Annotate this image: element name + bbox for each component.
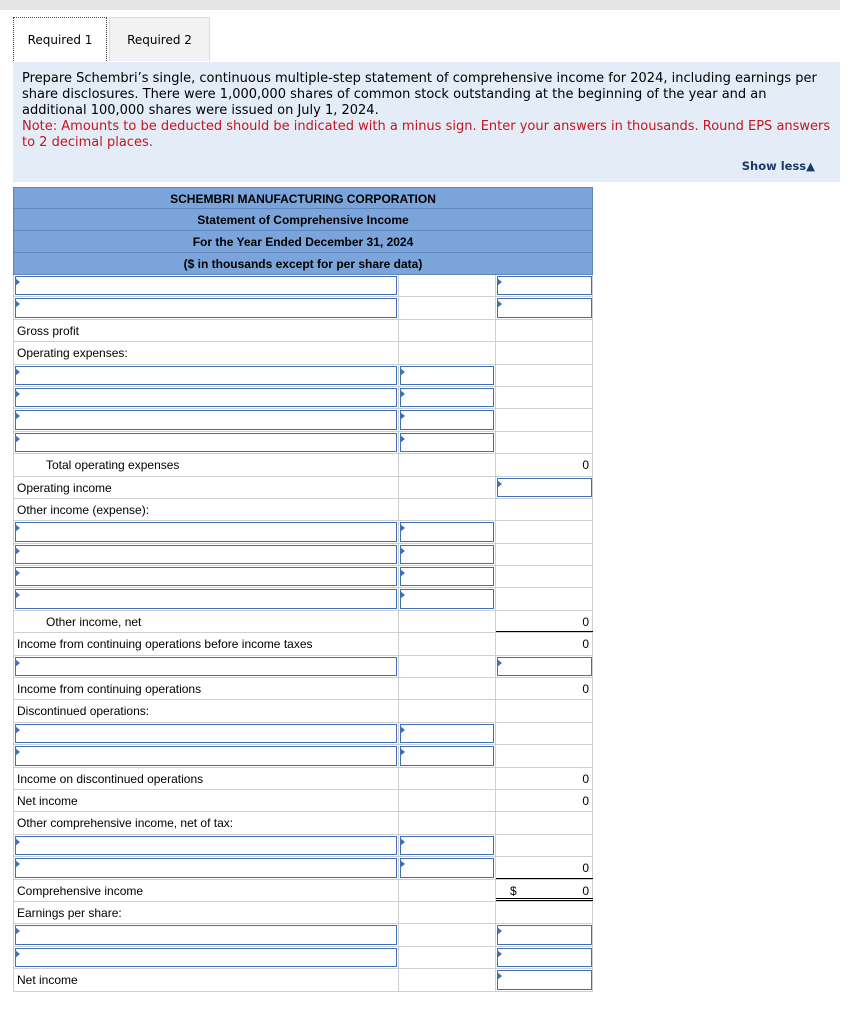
amount-cell <box>399 678 496 699</box>
account-cell <box>14 275 399 296</box>
amount-input[interactable] <box>400 858 494 877</box>
total-cell <box>496 275 593 296</box>
row-label: Income from continuing operations <box>17 682 202 697</box>
account-dropdown[interactable] <box>15 410 397 429</box>
total-cell <box>496 454 593 475</box>
account-dropdown[interactable] <box>15 522 397 541</box>
statement-row <box>13 902 593 924</box>
total-cell <box>496 969 593 990</box>
row-label: Comprehensive income <box>17 883 144 898</box>
amount-cell <box>399 521 496 542</box>
statement-row <box>13 454 593 476</box>
account-cell <box>14 499 399 520</box>
account-cell <box>14 656 399 677</box>
statement-row <box>13 857 593 879</box>
amount-cell <box>399 588 496 609</box>
dollar-sign: $ <box>510 883 517 898</box>
account-cell <box>14 678 399 699</box>
row-label: Operating income <box>17 480 112 495</box>
row-label: Earnings per share: <box>17 905 122 920</box>
total-cell <box>496 342 593 363</box>
amount-cell <box>399 544 496 565</box>
amount-input[interactable] <box>400 724 494 743</box>
total-cell <box>496 768 593 789</box>
total-cell <box>496 521 593 542</box>
total-cell <box>496 902 593 923</box>
show-less-link[interactable]: Show less▲ <box>741 159 815 173</box>
row-label: Net income <box>17 793 78 808</box>
statement-row <box>13 835 593 857</box>
row-label: Other comprehensive income, net of tax: <box>17 816 234 831</box>
row-label: Income from continuing operations before income taxes <box>17 637 313 652</box>
amount-input[interactable] <box>400 522 494 541</box>
total-cell <box>496 432 593 453</box>
total-value: 0 <box>582 614 589 629</box>
account-dropdown[interactable] <box>15 657 397 676</box>
income-statement-table <box>13 187 593 992</box>
statement-row <box>13 611 593 633</box>
account-cell <box>14 432 399 453</box>
account-dropdown[interactable] <box>15 836 397 855</box>
amount-cell <box>399 768 496 789</box>
instructions-panel <box>13 62 840 182</box>
statement-row <box>13 544 593 566</box>
statement-row <box>13 633 593 655</box>
top-bar <box>0 0 840 10</box>
account-dropdown[interactable] <box>15 746 397 765</box>
account-cell <box>14 521 399 542</box>
amount-input[interactable] <box>400 366 494 385</box>
amount-input[interactable] <box>400 836 494 855</box>
amount-cell <box>399 454 496 475</box>
total-input[interactable] <box>497 970 592 989</box>
statement-row <box>13 275 593 297</box>
total-cell <box>496 656 593 677</box>
amount-cell <box>399 902 496 923</box>
total-value: 0 <box>582 793 589 808</box>
account-dropdown[interactable] <box>15 589 397 608</box>
total-cell <box>496 857 593 878</box>
total-cell <box>496 297 593 318</box>
total-cell <box>496 387 593 408</box>
amount-cell <box>399 387 496 408</box>
statement-company: SCHEMBRI MANUFACTURING CORPORATION <box>13 187 593 209</box>
amount-cell <box>399 633 496 654</box>
account-cell <box>14 812 399 833</box>
total-cell <box>496 566 593 587</box>
statement-row <box>13 499 593 521</box>
account-dropdown[interactable] <box>15 366 397 385</box>
amount-cell <box>399 477 496 498</box>
account-cell <box>14 723 399 744</box>
statement-row <box>13 790 593 812</box>
statement-units: ($ in thousands except for per share data) <box>13 253 593 275</box>
row-label: Income on discontinued operations <box>17 771 204 786</box>
amount-cell <box>399 342 496 363</box>
statement-title: Statement of Comprehensive Income <box>13 209 593 231</box>
account-dropdown[interactable] <box>15 724 397 743</box>
tab-required-1[interactable]: Required 1 <box>13 17 107 61</box>
account-dropdown[interactable] <box>15 925 397 944</box>
amount-cell <box>399 656 496 677</box>
statement-row <box>13 387 593 409</box>
total-cell <box>496 588 593 609</box>
instructions-note: Note: Amounts to be deducted should be indicated with a minus sign. Enter your answers in thousands. Round EPS answers to 2 decimal places. <box>22 119 831 150</box>
statement-row <box>13 409 593 431</box>
amount-cell <box>399 365 496 386</box>
statement-row <box>13 947 593 969</box>
account-cell <box>14 947 399 968</box>
amount-input[interactable] <box>400 567 494 586</box>
account-cell <box>14 768 399 789</box>
tab-required-2[interactable]: Required 2 <box>109 17 210 61</box>
total-value: 0 <box>582 861 589 876</box>
statement-row <box>13 342 593 364</box>
total-cell <box>496 544 593 565</box>
account-cell <box>14 745 399 766</box>
total-value: 0 <box>582 682 589 697</box>
statement-row <box>13 745 593 767</box>
statement-row <box>13 723 593 745</box>
total-cell <box>496 409 593 430</box>
total-cell <box>496 723 593 744</box>
statement-row <box>13 678 593 700</box>
total-input[interactable] <box>497 298 592 317</box>
account-cell <box>14 342 399 363</box>
account-cell <box>14 633 399 654</box>
total-cell <box>496 320 593 341</box>
amount-input[interactable] <box>400 746 494 765</box>
total-value: 0 <box>582 771 589 786</box>
total-input[interactable] <box>497 478 592 497</box>
total-cell <box>496 924 593 945</box>
amount-cell <box>399 880 496 901</box>
amount-input[interactable] <box>400 410 494 429</box>
statement-period: For the Year Ended December 31, 2024 <box>13 231 593 253</box>
row-label: Other income, net <box>46 614 142 629</box>
statement-row <box>13 924 593 946</box>
total-cell <box>496 700 593 721</box>
row-label: Discontinued operations: <box>17 704 150 719</box>
account-cell <box>14 835 399 856</box>
account-cell <box>14 902 399 923</box>
amount-cell <box>399 745 496 766</box>
row-label: Total operating expenses <box>46 458 180 473</box>
amount-cell <box>399 812 496 833</box>
account-cell <box>14 477 399 498</box>
amount-cell <box>399 924 496 945</box>
statement-row <box>13 432 593 454</box>
total-input[interactable] <box>497 948 592 967</box>
amount-cell <box>399 790 496 811</box>
amount-input[interactable] <box>400 433 494 452</box>
statement-row <box>13 812 593 834</box>
amount-cell <box>399 723 496 744</box>
total-cell <box>496 611 593 632</box>
total-value: 0 <box>582 637 589 652</box>
statement-row <box>13 880 593 902</box>
account-cell <box>14 790 399 811</box>
total-cell <box>496 745 593 766</box>
account-dropdown[interactable] <box>15 433 397 452</box>
statement-row <box>13 521 593 543</box>
account-dropdown[interactable] <box>15 545 397 564</box>
amount-cell <box>399 566 496 587</box>
amount-cell <box>399 297 496 318</box>
amount-input[interactable] <box>400 589 494 608</box>
total-cell <box>496 835 593 856</box>
amount-input[interactable] <box>400 545 494 564</box>
total-cell <box>496 477 593 498</box>
row-label: Net income <box>17 973 78 988</box>
instructions-text: Prepare Schembri’s single, continuous multiple-step statement of comprehensive income for 2024, including earnings per share disclosures. There were 1,000,000 shares of common stock outstanding at the beginning of the year and an additional 100,000 shares were issued on July 1, 2024. <box>22 71 817 118</box>
account-dropdown[interactable] <box>15 567 397 586</box>
account-cell <box>14 544 399 565</box>
total-cell <box>496 678 593 699</box>
statement-row <box>13 588 593 610</box>
amount-cell <box>399 432 496 453</box>
statement-row <box>13 365 593 387</box>
total-value: 0 <box>582 458 589 473</box>
account-cell <box>14 880 399 901</box>
row-label: Gross profit <box>17 323 80 338</box>
statement-row <box>13 656 593 678</box>
row-label: Operating expenses: <box>17 346 128 361</box>
account-dropdown[interactable] <box>15 276 397 295</box>
amount-cell <box>399 320 496 341</box>
amount-cell <box>399 700 496 721</box>
account-cell <box>14 454 399 475</box>
account-cell <box>14 566 399 587</box>
account-cell <box>14 588 399 609</box>
amount-cell <box>399 857 496 878</box>
total-cell <box>496 947 593 968</box>
account-cell <box>14 297 399 318</box>
amount-cell <box>399 409 496 430</box>
amount-cell <box>399 499 496 520</box>
amount-cell <box>399 275 496 296</box>
account-dropdown[interactable] <box>15 388 397 407</box>
statement-row <box>13 566 593 588</box>
amount-cell <box>399 969 496 990</box>
statement-row <box>13 297 593 319</box>
total-input[interactable] <box>497 925 592 944</box>
account-cell <box>14 320 399 341</box>
account-cell <box>14 387 399 408</box>
total-cell <box>496 790 593 811</box>
account-dropdown[interactable] <box>15 858 397 877</box>
statement-row <box>13 768 593 790</box>
total-cell <box>496 880 593 901</box>
amount-cell <box>399 611 496 632</box>
account-cell <box>14 611 399 632</box>
account-cell <box>14 409 399 430</box>
total-cell <box>496 812 593 833</box>
statement-row <box>13 477 593 499</box>
statement-row <box>13 700 593 722</box>
account-cell <box>14 857 399 878</box>
statement-row <box>13 969 593 991</box>
total-input[interactable] <box>497 276 592 295</box>
total-cell <box>496 499 593 520</box>
account-cell <box>14 924 399 945</box>
total-cell <box>496 365 593 386</box>
account-dropdown[interactable] <box>15 298 397 317</box>
amount-input[interactable] <box>400 388 494 407</box>
total-value: 0 <box>582 883 589 898</box>
account-cell <box>14 700 399 721</box>
account-cell <box>14 365 399 386</box>
total-input[interactable] <box>497 657 592 676</box>
amount-cell <box>399 947 496 968</box>
total-cell <box>496 633 593 654</box>
statement-row <box>13 320 593 342</box>
account-cell <box>14 969 399 990</box>
row-label: Other income (expense): <box>17 502 150 517</box>
amount-cell <box>399 835 496 856</box>
account-dropdown[interactable] <box>15 948 397 967</box>
